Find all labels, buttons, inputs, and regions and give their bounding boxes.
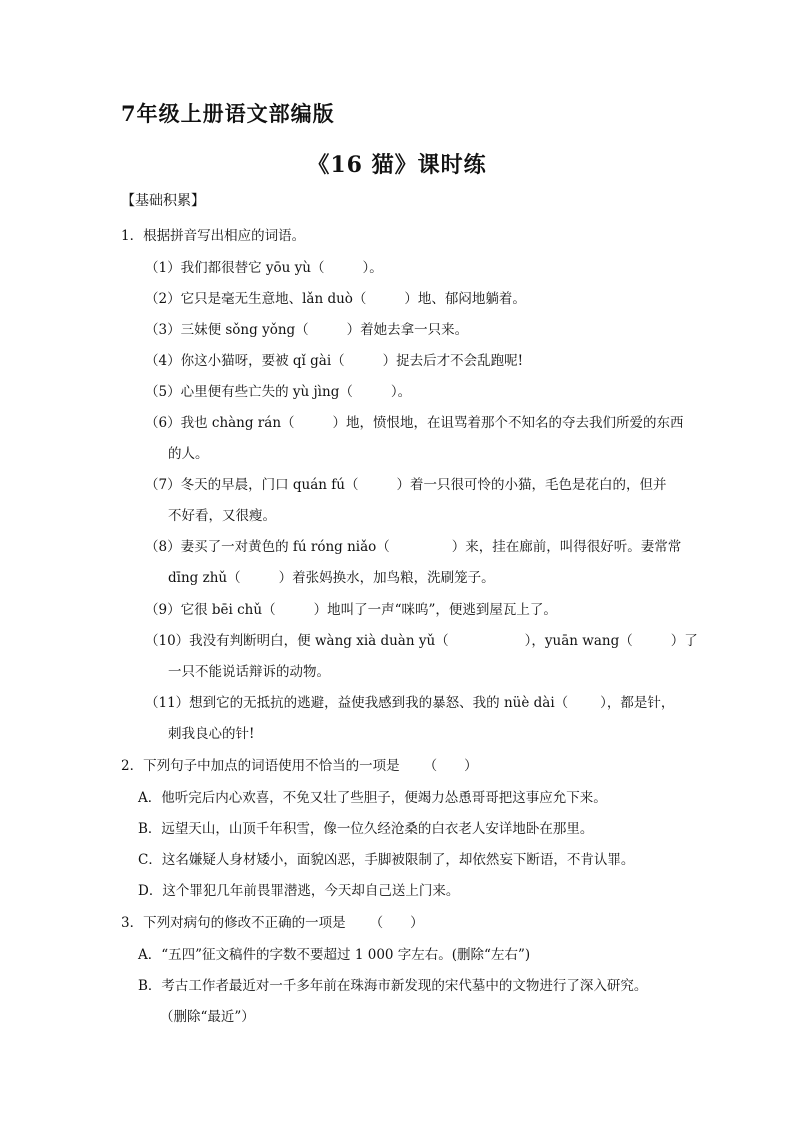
question-2-stem: 2．下列句子中加点的词语使用不恰当的一项是 （ ） xyxy=(121,758,478,774)
q1-item-8: （8）妻买了一对黄色的 fú róng niǎo（ ）来，挂在廊前，叫得很好听。妻常常 xyxy=(145,539,682,555)
question-1-stem: 1．根据拼音写出相应的词语。 xyxy=(121,228,306,244)
q1-item-6: （6）我也 chàng rán（ ）地，愤恨地，在诅骂着那个不知名的夺去我们所爱的东西 xyxy=(145,415,684,431)
q1-item-11: （11）想到它的无抵抗的逃避，益使我感到我的暴怒、我的 nüè dài（ ），都是针， xyxy=(145,695,675,711)
q1-item-1: （1）我们都很替它 yōu yù（ ）。 xyxy=(145,260,383,276)
q1-item-4: （4）你这小猫呀，要被 qǐ gài（ ）捉去后才不会乱跑呢! xyxy=(145,353,524,369)
q2-option-c: C．这名嫌疑人身材矮小，面貌凶恶，手脚被限制了，却依然妄下断语，不肯认罪。 xyxy=(138,852,635,868)
header-title: 7年级上册语文部编版 xyxy=(121,101,335,126)
q2-option-a: A．他听完后内心欢喜，不免又壮了些胆子，便竭力怂恿哥哥把这事应允下来。 xyxy=(138,790,607,806)
question-3-stem: 3．下列对病句的修改不正确的一项是 （ ） xyxy=(121,915,424,931)
q1-item-9: （9）它很 bēi chǔ（ ）地叫了一声“咪呜”，便逃到屋瓦上了。 xyxy=(145,602,557,618)
q1-item-7-cont: 不好看，又很瘦。 xyxy=(168,508,276,524)
lesson-title: 《16 猫》课时练 xyxy=(307,152,487,178)
q1-item-7: （7）冬天的早晨，门口 quán fú（ ）着一只很可怜的小猫，毛色是花白的，但并 xyxy=(145,477,667,493)
answer-paren: （ ） xyxy=(423,758,478,774)
q3-option-b-cont: （删除“最近”） xyxy=(160,1009,255,1025)
q1-item-6-cont: 的人。 xyxy=(168,446,209,462)
q1-item-8-cont: dīng zhǔ（ ）着张妈换水，加鸟粮，洗刷笼子。 xyxy=(168,570,495,586)
q1-item-3: （3）三妹便 sǒng yǒng（ ）着她去拿一只来。 xyxy=(145,322,469,338)
q1-item-10: （10）我没有判断明白，便 wàng xià duàn yǔ（ ），yuān wang（ ）了 xyxy=(145,633,698,649)
q1-item-2: （2）它只是毫无生意地、lǎn duò（ ）地、郁闷地躺着。 xyxy=(145,291,526,307)
q1-item-5: （5）心里便有些亡失的 yù jìng（ ）。 xyxy=(145,384,412,400)
q3-option-a: A．“五四”征文稿件的字数不要超过 1 000 字左右。(删除“左右”) xyxy=(138,947,531,963)
q1-item-10-cont: 一只不能说话辩诉的动物。 xyxy=(168,664,330,680)
q2-option-b: B．远望天山，山顶千年积雪，像一位久经沧桑的白衣老人安详地卧在那里。 xyxy=(138,821,594,837)
section-label: 【基础积累】 xyxy=(121,193,205,209)
q2-option-d: D．这个罪犯几年前畏罪潜逃，今天却自己送上门来。 xyxy=(138,883,460,899)
answer-paren: （ ） xyxy=(369,915,424,931)
q1-item-11-cont: 刺我良心的针! xyxy=(168,726,255,742)
q3-option-b: B．考古工作者最近对一千多年前在珠海市新发现的宋代墓中的文物进行了深入研究。 xyxy=(138,978,648,994)
